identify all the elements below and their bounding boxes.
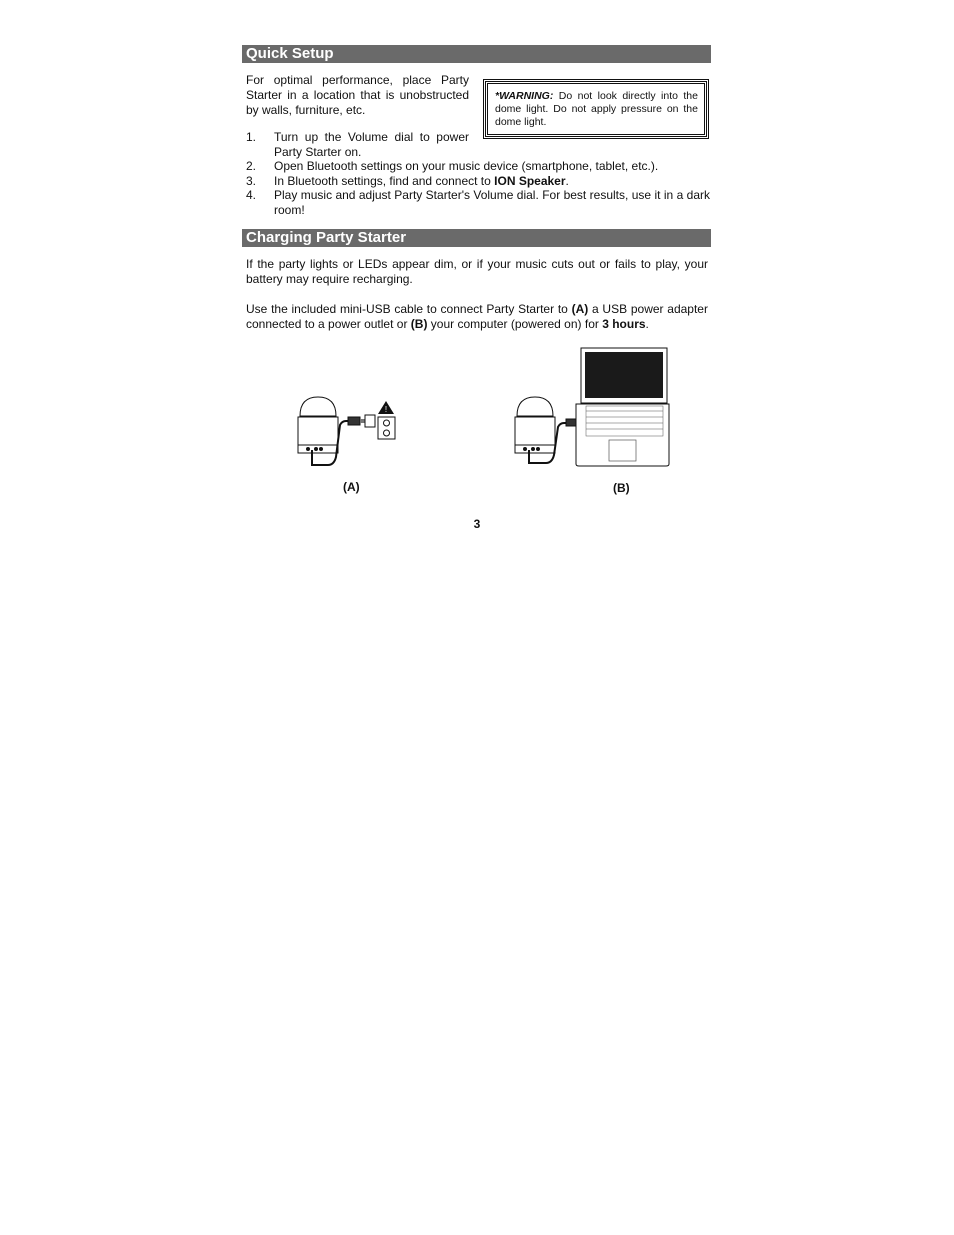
setup-steps [246,130,710,217]
warning-text [495,90,698,129]
caption-a: (A) [343,480,360,494]
svg-text:!: ! [384,405,388,414]
step-number: 3. [246,173,257,188]
para-text: a USB power adapter connected to a power outlet or [246,302,708,331]
usb-plug-icon [566,419,576,426]
para-text: Use the included mini-USB cable to connect Party Starter to [246,302,572,316]
charging-heading: Charging Party Starter [242,229,711,247]
setup-step-1 [246,130,469,159]
step-text: Play music and adjust Party Starter's Volume dial. For best results, use it in a dark room! [274,188,710,217]
warning-body: Do not look directly into the dome light. Do not apply pressure on the dome light. [495,90,698,128]
speaker-icon [298,397,338,453]
option-a-ref: (A) [571,302,589,316]
usb-plug-icon [348,417,365,425]
warning-triangle-icon [378,401,394,414]
setup-step-3 [246,174,710,189]
step-text: Turn up the Volume dial to power Party Starter on. [274,130,469,159]
caption-b: (B) [613,481,630,495]
warning-label: *WARNING: [495,90,554,102]
setup-step-4 [246,188,710,217]
charging-para-1: If the party lights or LEDs appear dim, or if your music cuts out or fails to play, your battery may require recharging. [246,257,708,286]
step-text: Open Bluetooth settings on your music device (smartphone, tablet, etc.). [274,159,659,173]
step-number: 2. [246,159,257,173]
page-number: 3 [473,517,481,531]
device-name: ION Speaker [494,173,566,188]
quick-setup-heading: Quick Setup [242,45,711,63]
option-b-ref: (B) [410,317,428,331]
power-adapter-icon [365,415,375,427]
step-text-end: . [565,173,569,188]
para-text: . [645,317,649,331]
charge-duration: 3 hours [602,317,646,331]
speaker-to-laptop-illustration [506,347,674,469]
power-outlet-icon [378,417,395,439]
charging-para-2 [246,302,708,332]
speaker-to-outlet-illustration [290,395,405,470]
para-text: your computer (powered on) for [427,317,603,331]
speaker-icon [515,397,555,453]
step-number: 4. [246,188,257,202]
step-text: In Bluetooth settings, find and connect to [274,173,495,188]
quick-setup-intro: For optimal performance, place Party Starter in a location that is unobstructed by walls, furniture, etc. [246,73,469,117]
setup-step-2 [246,159,710,174]
step-number: 1. [246,130,257,144]
laptop-icon [576,348,669,466]
